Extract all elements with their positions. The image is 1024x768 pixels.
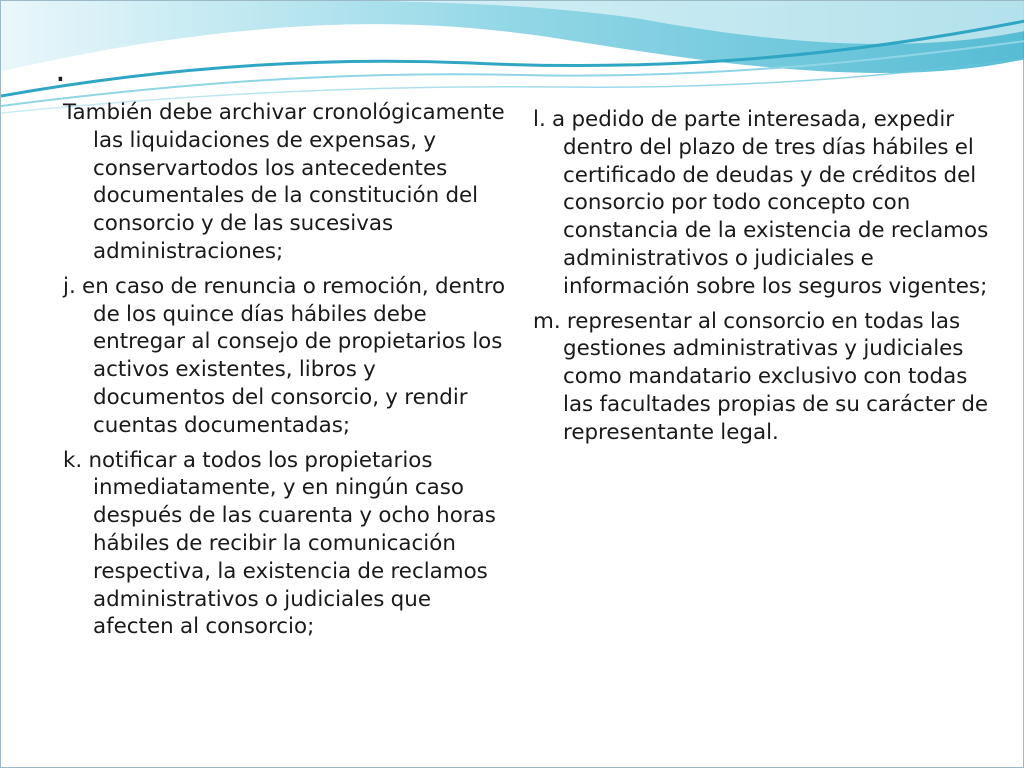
paragraph-item-j: j. en caso de renuncia o remoción, dentro de los quince días hábiles debe entregar al consejo de propietarios los activos existentes, libros y documentos del consorcio, y rendir cuentas documentadas; [63,273,506,438]
paragraph-item-k: k. notificar a todos los propietarios inmediatamente, y en ningún caso después de las cuarenta y ocho horas hábiles de recibir la comunicación respectiva, la existencia de reclamos administrativos o judiciales que afecten al consorcio; [63,447,496,640]
right-text-column [533,106,993,454]
paragraph-archive: También debe archivar cronológicamente las liquidaciones de expensas, y conservartodos los antecedentes documentales de la constitución del consorcio y de las sucesivas administraciones; [63,100,505,264]
slide-title: . [55,50,66,90]
paragraph-item-m: m. representar al consorcio en todas las gestiones administrativas y judiciales como mandatario exclusivo con todas las facultades propias de su carácter de representante legal. [533,308,989,445]
left-text-column [63,99,511,648]
paragraph-item-l: l. a pedido de parte interesada, expedir dentro del plazo de tres días hábiles el certificado de deudas y de créditos del consorcio por todo concepto con constancia de la existencia de reclamos administrativos o judiciales e información sobre los seguros vigentes; [533,107,989,299]
